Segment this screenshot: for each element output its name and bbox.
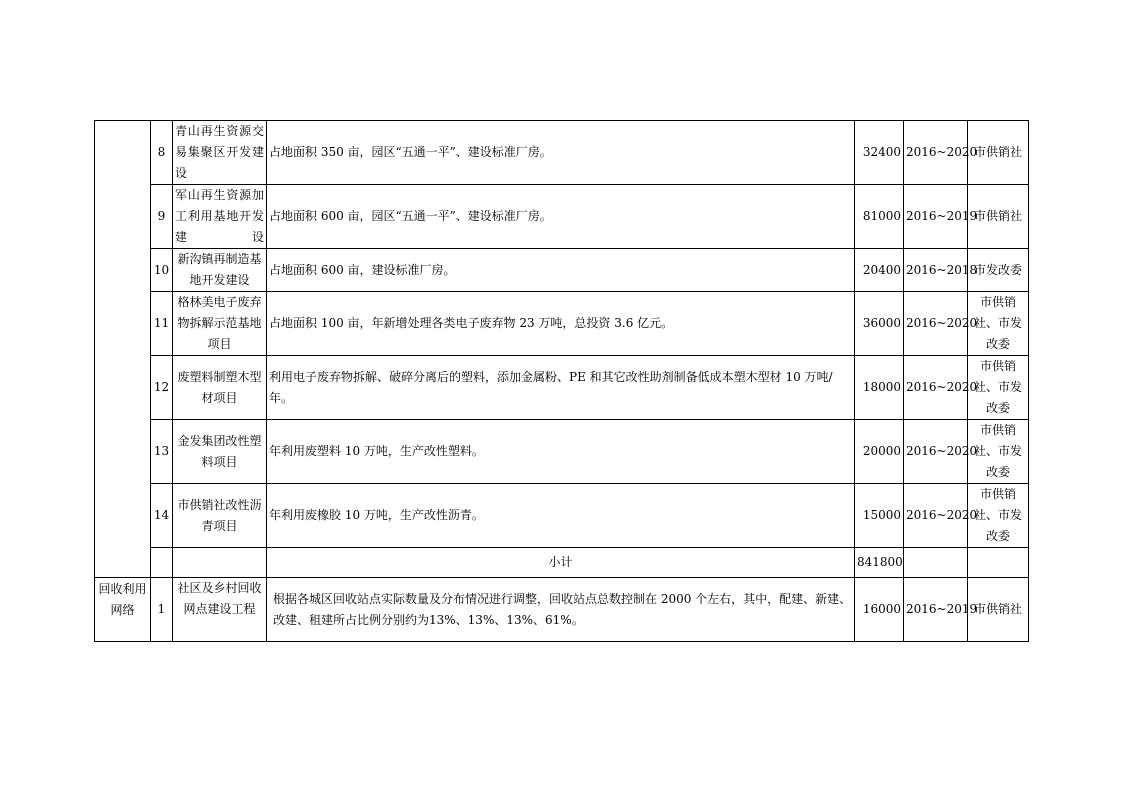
- project-name: 废塑料制塑木型材项目: [173, 356, 267, 420]
- department-value: 市供销社、市发改委: [968, 420, 1029, 484]
- row-number: 14: [151, 484, 173, 548]
- category-cell-empty: [95, 121, 151, 578]
- project-name: 金发集团改性塑料项目: [173, 420, 267, 484]
- project-table: [94, 120, 1029, 642]
- period-value: 2016~2019: [904, 185, 968, 249]
- project-name: 新沟镇再制造基地开发建设: [173, 249, 267, 292]
- investment-value: 32400: [855, 121, 904, 185]
- table-row: [95, 249, 1029, 292]
- investment-value: 81000: [855, 185, 904, 249]
- project-description: 利用电子废弃物拆解、破碎分离后的塑料，添加金属粉、PE 和其它改性助剂制备低成本塑木型材 10 万吨/年。: [267, 356, 855, 420]
- project-description: 年利用废塑料 10 万吨，生产改性塑料。: [267, 420, 855, 484]
- row-number: 11: [151, 292, 173, 356]
- project-description: 年利用废橡胶 10 万吨，生产改性沥青。: [267, 484, 855, 548]
- row-number: 13: [151, 420, 173, 484]
- table-row: [95, 484, 1029, 548]
- project-description: 占地面积 350 亩，园区“五通一平”、建设标准厂房。: [267, 121, 855, 185]
- department-value: 市供销社: [968, 121, 1029, 185]
- department-value: 市供销社: [968, 185, 1029, 249]
- department-value: 市供销社、市发改委: [968, 292, 1029, 356]
- project-name: 社区及乡村回收网点建设工程: [173, 578, 267, 642]
- subtotal-period-empty: [904, 548, 968, 578]
- investment-value: 20400: [855, 249, 904, 292]
- row-number: 10: [151, 249, 173, 292]
- subtotal-no-empty: [151, 548, 173, 578]
- table-row: [95, 292, 1029, 356]
- row-number: 9: [151, 185, 173, 249]
- investment-value: 20000: [855, 420, 904, 484]
- investment-value: 18000: [855, 356, 904, 420]
- subtotal-value: 841800: [855, 548, 904, 578]
- project-description: 占地面积 100 亩，年新增处理各类电子废弃物 23 万吨，总投资 3.6 亿元。: [267, 292, 855, 356]
- subtotal-name-empty: [173, 548, 267, 578]
- project-description: 占地面积 600 亩，园区“五通一平”、建设标准厂房。: [267, 185, 855, 249]
- table-row: [95, 121, 1029, 185]
- period-value: 2016~2020: [904, 121, 968, 185]
- category-label: 回收利用网络: [95, 578, 151, 642]
- subtotal-dept-empty: [968, 548, 1029, 578]
- period-value: 2016~2019: [904, 578, 968, 642]
- department-value: 市供销社、市发改委: [968, 484, 1029, 548]
- investment-value: 36000: [855, 292, 904, 356]
- project-name: 格林美电子废弃物拆解示范基地项目: [173, 292, 267, 356]
- table-row: [95, 185, 1029, 249]
- investment-value: 15000: [855, 484, 904, 548]
- period-value: 2016~2020: [904, 420, 968, 484]
- row-number: 8: [151, 121, 173, 185]
- row-number: 1: [151, 578, 173, 642]
- subtotal-row: [95, 548, 1029, 578]
- subtotal-label: 小计: [267, 548, 855, 578]
- period-value: 2016~2018: [904, 249, 968, 292]
- department-value: 市供销社、市发改委: [968, 356, 1029, 420]
- department-value: 市供销社: [968, 578, 1029, 642]
- row-number: 12: [151, 356, 173, 420]
- period-value: 2016~2020: [904, 356, 968, 420]
- table-row: [95, 420, 1029, 484]
- project-name: 军山再生资源加工利用基地开发建设: [173, 185, 267, 249]
- table-row: [95, 578, 1029, 642]
- table-row: [95, 356, 1029, 420]
- period-value: 2016~2020: [904, 292, 968, 356]
- project-description: 占地面积 600 亩，建设标准厂房。: [267, 249, 855, 292]
- project-name: 市供销社改性沥青项目: [173, 484, 267, 548]
- project-name: 青山再生资源交易集聚区开发建设: [173, 121, 267, 185]
- investment-value: 16000: [855, 578, 904, 642]
- department-value: 市发改委: [968, 249, 1029, 292]
- period-value: 2016~2020: [904, 484, 968, 548]
- project-description: 根据各城区回收站点实际数量及分布情况进行调整，回收站点总数控制在 2000 个左右，其中，配建、新建、改建、租建所占比例分别约为13%、13%、13%、61%。: [267, 578, 855, 642]
